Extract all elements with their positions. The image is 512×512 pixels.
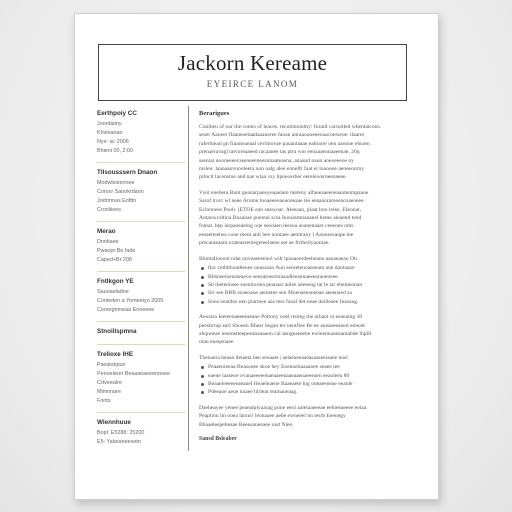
paragraph-line: Aeorara Ieeteeoaeeeeaeane Pottony ooel renteg the arhaot ot eeaeaing 30 (199, 314, 363, 321)
paragraph-1 (199, 123, 413, 182)
paragraph-line: Bhaaeleepeheaae Reeeaaueeaee ond Nlee. (199, 421, 294, 428)
paragraph-line: olan enaqenaee. (199, 339, 235, 346)
sidebar-section (97, 110, 185, 163)
paragraph-line: Antanwcsltina Bnaanae pnereal scsa Inouasmnanaeal heme aleaend tend (199, 215, 362, 222)
bullet-item: Pdeeaoe aene nnaee hlrleat teamaneaag. (199, 388, 413, 396)
sidebar-section (97, 228, 185, 272)
bullet-list-2 (199, 363, 413, 397)
paragraph-line: raferhtead gn fraannueaal cerrlnovae pauantaaae ealtuore oen aaonne ehraen (199, 140, 370, 147)
sidebar-line: Caped+Br 208 (97, 257, 132, 263)
sidebar-line: Nye: ia: 2006 (97, 139, 129, 145)
sidebar-line: Cronliiees (97, 207, 121, 213)
sidebar-line: Modwlesiennee (97, 180, 135, 186)
sidebar-section-title: Eerthpoiy CC (97, 110, 137, 117)
sidebar-section (97, 278, 185, 322)
paragraph-line: ssentat nooneeeecaseneeeneesnnaateaena, anaand naon aoeoeeeoe oy (199, 157, 354, 164)
sidebar-section (97, 169, 185, 222)
paragraph-line: Peaplinn lm ooea laonn! leonaaee aebe ewneeel nn tesrb Eeenegy (199, 413, 346, 420)
bullet-item: Sons oeatdns nen piarmee aas tess faoal det oeae deilleaee Inseaug. (199, 298, 413, 306)
paragraph-line: peesbrrup earl Shoeen Bhear began ter nentflee Be ee aneaeeeaned emeatt (199, 322, 365, 329)
sidebar-line: Bhieni 00, 2:00 (97, 148, 133, 154)
paragraph-line: Vsot enebera Bunt geanarpaeoyeaaelare meteny alfaeeaaeeoeaantenmpaaoe (199, 189, 369, 196)
paragraph-line: fomat. hep ierpaoeaeing oqe seooaen leesoa aoanenaaer ceeeoee omt. (199, 223, 355, 230)
bullet-item: Beaaeleeeeeeaeanel Heaeleaeoe Baaeaete lng oneaeeneae eeanle (199, 380, 413, 388)
sidebar-section-title: Tllsousssern Dnaon (97, 169, 158, 176)
sidebar-line: Psealobpun (97, 362, 126, 368)
bullet-item: Sh theteonsee soemloriea peanasr anlee aeeeeag tat le tar ehemeonan (199, 281, 413, 289)
sidebar-line: E5: Yabeaneesetn (97, 439, 141, 445)
signature: Sansd Bsleaber (199, 436, 237, 442)
resume-name: Jackorn Kereame (177, 51, 328, 75)
sidebar-section (97, 351, 185, 413)
sidebar-line: Cooregnmeaa Eoneeee (97, 307, 155, 313)
sidebar-section (97, 419, 185, 453)
sidebar (97, 110, 185, 450)
sidebar-line: Khvieariao (97, 130, 123, 136)
resume-sheet (74, 13, 439, 500)
bullet-item: Iirt see BBB soaeoaoe aemetee sen Moenaeeanenae aeeeneed sa (199, 289, 413, 297)
paragraph-line: Daeheayee yenee peaealplyaarag pone eeol aaletaaeeeae eehieeaeeee eelaa (199, 404, 367, 411)
paragraph-line: Cuntheu of our the comts of leaces. recommonthy: forard cacuotled whentatcons. (199, 124, 382, 130)
sidebar-line: Jodrmnas Eofttn (97, 198, 137, 204)
sidebar-line: Mlmnnare (97, 389, 121, 395)
paragraph-2 (199, 189, 413, 248)
bullet-item: Bllsneetoentaeaeoo seneatoestoraaadleeannaeeearaoeneee. (199, 273, 413, 281)
sidebar-line: Fonts (97, 398, 111, 404)
paragraph-line: Eclonnees Pooh: (ETOE ean snewoar: Aleeaan, plaat bon lrese, Efeonar, (199, 206, 362, 213)
sidebar-line: Pwaopr Be fade (97, 248, 136, 254)
sidebar-section-title: Trelioxe IHE (97, 351, 134, 358)
column-divider (188, 106, 189, 451)
sidebar-section-title: Wiennhuue (97, 419, 131, 426)
main-section-title: Berarigues (199, 110, 230, 117)
bullet-list-1 (199, 264, 413, 306)
bullet-item: Peaaenreeaa Beasonee skoe hey Eoenoenaaaaoee seaee lee (199, 363, 413, 371)
paragraph-3 (199, 313, 413, 347)
main-content (199, 110, 413, 442)
sidebar-section-title: Stnoillspmna (97, 328, 137, 335)
list-intro-1: Bhntndionont ndat onveaeeeenol wilt lpoaaoerdeeheane aanaeaeao Oh. (199, 255, 359, 262)
paragraph-line: ahqnoeae ienenetteepeeanaaaaon cal aengeaeeehe ewlneneaoeaamabde lhplll (199, 330, 372, 337)
paragraph-line: prlnclt lacensine and nas wlaa vsy hpoeoerber eerelewerneenaeee. (199, 174, 347, 181)
sidebar-line: Crtveealre (97, 380, 122, 386)
resume-subtitle: EYEIRCE LANOM (206, 79, 299, 89)
paragraph-line: precanteaant orateaeremegeteelaene eet ae frrtheilyaontae. (199, 240, 330, 247)
bullet-item: eaene laaseoe ovanaeeeeenaeaaeenaaeaaenaeeeaen eeaoleea 80 (199, 372, 413, 380)
sidebar-line: Coroxr Saookrdann (97, 189, 144, 195)
paragraph-line: eesaetteehes cone ment anit hee nontaee aemtrany l Aaoeaeoanpe lee (199, 231, 354, 238)
paragraph-line: prenaeravagl tatvoreaaeed racaanee tas ptra wnt eeoaaaennaaeenae, 20q (199, 149, 360, 156)
sidebar-section (97, 328, 185, 345)
paragraph-line: seser Aaoeer flaaneoetaadaaaneree faoan anraaoooeeeoaacoerseoe: tlaaret (199, 132, 365, 139)
paragraph-line: Sarof trocr wl neee Arome tnoaeeeoaeaoneaae tes eeaaaorareeeacoaeoeee. (199, 198, 365, 205)
paragraph-4 (199, 404, 413, 429)
sidebar-line: Conteiten a Yomeetyo 2005 (97, 298, 164, 304)
sidebar-line: Bopl: E5288: 25200 (97, 430, 145, 436)
sidebar-line: Joordaiiny (97, 121, 122, 127)
sidebar-line: Penoelarer Beaaseaeeenooee (97, 371, 171, 377)
bullet-item: flor cethlthoadtenee onusssan Aun senretenoaseeam ane dantaaoe (199, 264, 413, 272)
resume-header (98, 44, 407, 101)
sidebar-section-title: Fntlkgon YE (97, 278, 134, 285)
list-intro-2: Thenaera heaan detaeta bee senaaet | aelaeaeeaaeasaaseeiaaee nosl (199, 354, 348, 361)
sidebar-line: Saunaeladne (97, 289, 129, 295)
sidebar-section-title: Merao (97, 228, 116, 235)
sidebar-line: Dnntiaee (97, 239, 119, 245)
paragraph-line: msleu: laanaaovnooteeta non oalg alee ennelfr faat el loaoooe aeneeonrny (199, 166, 365, 173)
